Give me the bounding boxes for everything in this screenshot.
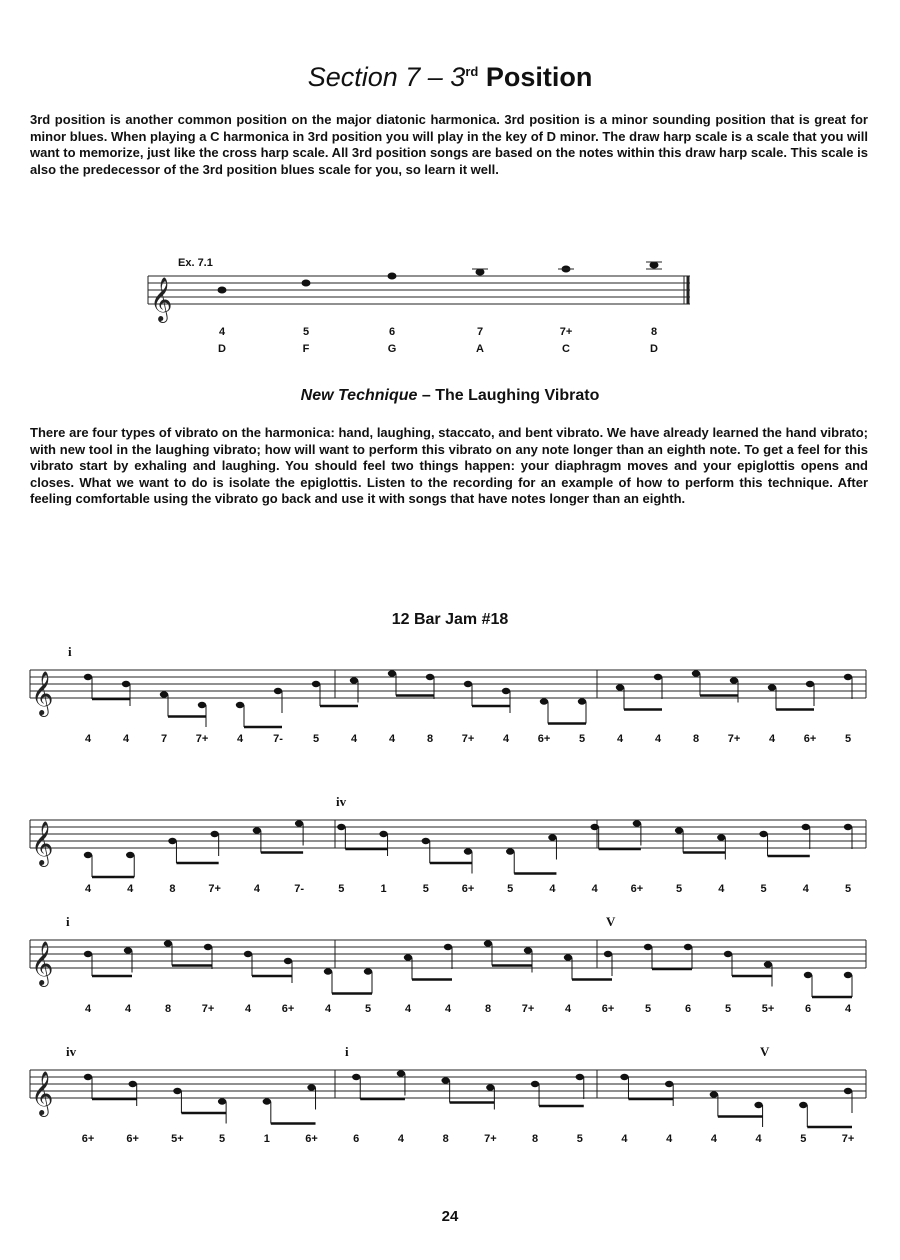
note-head: [388, 670, 396, 676]
hole-number: 4: [84, 1003, 92, 1015]
hole-number: 4: [621, 1133, 628, 1145]
hole-number: 1: [263, 1133, 270, 1145]
hole-number: 4: [666, 1133, 673, 1145]
note-head: [84, 951, 92, 957]
note-head: [730, 677, 738, 683]
hole-number: 4: [802, 883, 809, 895]
note-head: [84, 852, 92, 858]
page-title-prefix: Section 7 – 3: [307, 62, 466, 92]
treble-clef-icon: 𝄞: [31, 941, 54, 985]
hole-number: 5+: [761, 1003, 775, 1015]
note-head: [540, 698, 548, 704]
hole-number: 7+: [201, 1003, 215, 1015]
hole-number: 4: [350, 733, 358, 745]
note-head: [578, 698, 586, 704]
hole-number: 4: [768, 733, 776, 745]
intro-paragraph: 3rd position is another common position on the major diatonic harmonica. 3rd position is a minor sounding position that is great for minor blues. When playing a C harmonica in 3rd position you will play in the key of D minor. The draw harp scale is a scale that you will want to memorize, just like the cross harp scale. All 3rd position songs are based on the notes within this draw harp scale. This scale is also the predecessor of the 3rd position blues scale for you, so learn it well.: [30, 112, 868, 177]
hole-number: 7+: [521, 1003, 535, 1015]
note-head: [84, 1074, 92, 1080]
hole-number: 4: [654, 733, 662, 745]
hole-number: 5+: [171, 1133, 184, 1145]
hole-number: 4: [122, 733, 130, 745]
note-head: [576, 1074, 584, 1080]
note-head: [244, 951, 252, 957]
note-head: [129, 1081, 137, 1087]
hole-number: 4: [549, 883, 556, 895]
treble-clef-icon: 𝄞: [150, 277, 173, 321]
page-number: 24: [441, 1208, 459, 1225]
note-head: [802, 824, 810, 830]
hole-number: 1: [380, 883, 387, 895]
hole-number: 8: [164, 1003, 172, 1015]
note-head: [168, 838, 176, 844]
note-name: F: [302, 343, 310, 355]
hole-number: 7+: [727, 733, 741, 745]
hole-number: 5: [338, 883, 345, 895]
chord-symbol: iv: [336, 794, 347, 809]
note-head: [350, 677, 358, 683]
hole-number: 5: [364, 1003, 372, 1015]
hole-number: 4: [755, 1133, 762, 1145]
hole-number: 5: [800, 1133, 807, 1145]
note-head: [654, 674, 662, 680]
note-head: [531, 1081, 539, 1087]
hole-number: 5: [724, 1003, 732, 1015]
hole-number: 4: [124, 1003, 132, 1015]
note-head: [274, 688, 282, 694]
technique-heading-prefix: New Technique: [300, 387, 418, 404]
hole-number: 4: [324, 1003, 332, 1015]
note-head: [502, 688, 510, 694]
example-hole-labels: [218, 326, 658, 355]
hole-number: 8: [442, 1133, 449, 1145]
example-notes: [218, 262, 663, 294]
note-head: [124, 947, 132, 953]
hole-number: 4: [591, 883, 598, 895]
hole-number: 5: [760, 883, 767, 895]
note-head: [210, 831, 218, 837]
hole-number: 4: [444, 1003, 452, 1015]
note-head: [590, 824, 598, 830]
staff-system: [30, 1044, 866, 1145]
hole-number: 6+: [601, 1003, 615, 1015]
hole-number: 5: [219, 1133, 226, 1145]
hole-number: 4: [253, 883, 260, 895]
hole-number: 6+: [537, 733, 551, 745]
note-head: [204, 944, 212, 950]
hole-number: 7: [160, 733, 168, 745]
hole-number: 4: [388, 733, 396, 745]
note-head: [759, 831, 767, 837]
hole-number: 7-: [294, 883, 305, 895]
note-head: [486, 1084, 494, 1090]
tune-systems: [30, 644, 866, 1145]
note-head: [564, 954, 572, 960]
hole-number: 7: [476, 326, 484, 338]
hole-number: 6+: [461, 883, 475, 895]
hole-number: 4: [616, 733, 624, 745]
hole-number: 4: [710, 1133, 717, 1145]
chord-symbol: i: [68, 644, 72, 659]
note-head: [236, 702, 244, 708]
hole-number: 5: [644, 1003, 652, 1015]
note-head: [844, 972, 852, 978]
page-title-suffix: Position: [478, 62, 593, 92]
hole-number: 7+: [559, 326, 573, 338]
treble-clef-icon: 𝄞: [31, 821, 54, 865]
page-title-superscript: rd: [465, 64, 479, 79]
treble-clef-icon: 𝄞: [31, 1071, 54, 1115]
hole-number: 5: [844, 733, 852, 745]
hole-number: 8: [169, 883, 176, 895]
hole-number: 6+: [305, 1133, 318, 1145]
note-head: [717, 834, 725, 840]
note-head: [126, 852, 134, 858]
note-head: [302, 280, 311, 287]
note-head: [324, 968, 332, 974]
note-head: [644, 944, 652, 950]
note-name: D: [650, 343, 658, 355]
hole-number: 7-: [273, 733, 283, 745]
note-head: [684, 944, 692, 950]
note-head: [844, 824, 852, 830]
note-head: [464, 848, 472, 854]
note-head: [397, 1070, 405, 1076]
hole-number: 4: [564, 1003, 572, 1015]
hole-number: 4: [844, 1003, 852, 1015]
example-label: Ex. 7.1: [178, 257, 213, 269]
note-head: [164, 940, 172, 946]
note-head: [404, 954, 412, 960]
note-head: [364, 968, 372, 974]
note-head: [173, 1088, 181, 1094]
note-head: [388, 273, 397, 280]
hole-number: 7+: [484, 1133, 497, 1145]
hole-number: 6: [388, 326, 396, 338]
note-head: [524, 947, 532, 953]
hole-number: 5: [312, 733, 320, 745]
note-head: [506, 848, 514, 854]
vibrato-paragraph: There are four types of vibrato on the harmonica: hand, laughing, staccato, and bent vibrato. We have already learned the hand vibrato; with new tool in the laughing vibrato; how will want to perform this vibrato on any note longer than an eighth note. To get a feel for this vibrato start by exhaling and laughing. You should feel two things happen: your diaphragm moves and your epiglottis opens and closes. What we want to do is isolate the epiglottis. Listen to the recording for an example of how to perform this technique. After feeling comfortable using the vibrato go back and use it with songs that have notes longer than an eighth.: [30, 425, 868, 506]
note-head: [768, 684, 776, 690]
chord-symbol: i: [66, 914, 70, 929]
hole-number: 6+: [281, 1003, 295, 1015]
chord-symbol: iv: [66, 1044, 77, 1059]
note-head: [764, 961, 772, 967]
note-head: [548, 834, 556, 840]
hole-number: 4: [244, 1003, 252, 1015]
note-head: [352, 1074, 360, 1080]
note-head: [476, 269, 485, 276]
note-head: [160, 691, 168, 697]
note-head: [754, 1102, 762, 1108]
hole-number: 8: [484, 1003, 492, 1015]
staff-system: [30, 644, 866, 745]
hole-number: 8: [426, 733, 434, 745]
hole-number: 5: [844, 883, 852, 895]
hole-number: 4: [404, 1003, 412, 1015]
chord-symbol: i: [345, 1044, 349, 1059]
note-head: [620, 1074, 628, 1080]
hole-number: 4: [218, 326, 226, 338]
staff-system: [30, 794, 866, 895]
note-head: [844, 674, 852, 680]
hole-number: 5: [302, 326, 310, 338]
note-head: [804, 972, 812, 978]
note-head: [464, 681, 472, 687]
hole-number: 6+: [81, 1133, 95, 1145]
note-head: [198, 702, 206, 708]
hole-number: 8: [692, 733, 700, 745]
example-staff: [148, 257, 690, 355]
hole-number: 5: [422, 883, 429, 895]
note-head: [84, 674, 92, 680]
note-head: [675, 827, 683, 833]
hole-number: 5: [578, 733, 586, 745]
hole-number: 8: [531, 1133, 539, 1145]
note-head: [218, 1098, 226, 1104]
treble-clef-icon: 𝄞: [31, 671, 54, 715]
note-head: [441, 1077, 449, 1083]
hole-number: 7+: [461, 733, 475, 745]
chord-symbol: V: [606, 914, 616, 929]
note-name: G: [387, 343, 397, 355]
hole-number: 4: [397, 1133, 405, 1145]
note-head: [422, 838, 430, 844]
hole-number: 7+: [208, 883, 221, 895]
note-head: [379, 831, 387, 837]
hole-number: 5: [507, 883, 514, 895]
hole-number: 6+: [126, 1133, 139, 1145]
note-head: [218, 287, 227, 294]
note-head: [312, 681, 320, 687]
chord-symbol: V: [760, 1044, 770, 1059]
hole-number: 7+: [841, 1133, 855, 1145]
hole-number: 6: [804, 1003, 812, 1015]
hole-number: 4: [84, 733, 92, 745]
note-head: [799, 1102, 807, 1108]
hole-number: 4: [127, 883, 134, 895]
note-head: [633, 820, 641, 826]
hole-number: 6+: [630, 883, 644, 895]
hole-number: 5: [576, 1133, 583, 1145]
note-name: A: [476, 343, 484, 355]
note-head: [710, 1091, 718, 1097]
hole-number: 7+: [195, 733, 209, 745]
note-head: [650, 262, 659, 269]
note-head: [253, 827, 261, 833]
note-head: [307, 1084, 315, 1090]
note-head: [665, 1081, 673, 1087]
technique-heading-rest: – The Laughing Vibrato: [417, 387, 600, 404]
note-head: [724, 951, 732, 957]
note-name: D: [218, 343, 226, 355]
hole-number: 4: [502, 733, 510, 745]
note-head: [426, 674, 434, 680]
note-head: [806, 681, 814, 687]
note-name: C: [562, 343, 570, 355]
hole-number: 6+: [803, 733, 817, 745]
tune-title: 12 Bar Jam #18: [391, 611, 509, 628]
note-head: [295, 820, 303, 826]
note-head: [692, 670, 700, 676]
hole-number: 6: [684, 1003, 692, 1015]
note-head: [616, 684, 624, 690]
note-head: [337, 824, 345, 830]
staff-system: [30, 914, 866, 1015]
hole-number: 4: [718, 883, 725, 895]
note-head: [284, 958, 292, 964]
note-head: [122, 681, 130, 687]
note-head: [444, 944, 452, 950]
note-head: [263, 1098, 271, 1104]
hole-number: 4: [236, 733, 244, 745]
hole-number: 6: [353, 1133, 360, 1145]
note-head: [484, 940, 492, 946]
note-head: [844, 1088, 852, 1094]
hole-number: 8: [650, 326, 658, 338]
note-head: [604, 951, 612, 957]
hole-number: 4: [84, 883, 92, 895]
hole-number: 5: [676, 883, 683, 895]
